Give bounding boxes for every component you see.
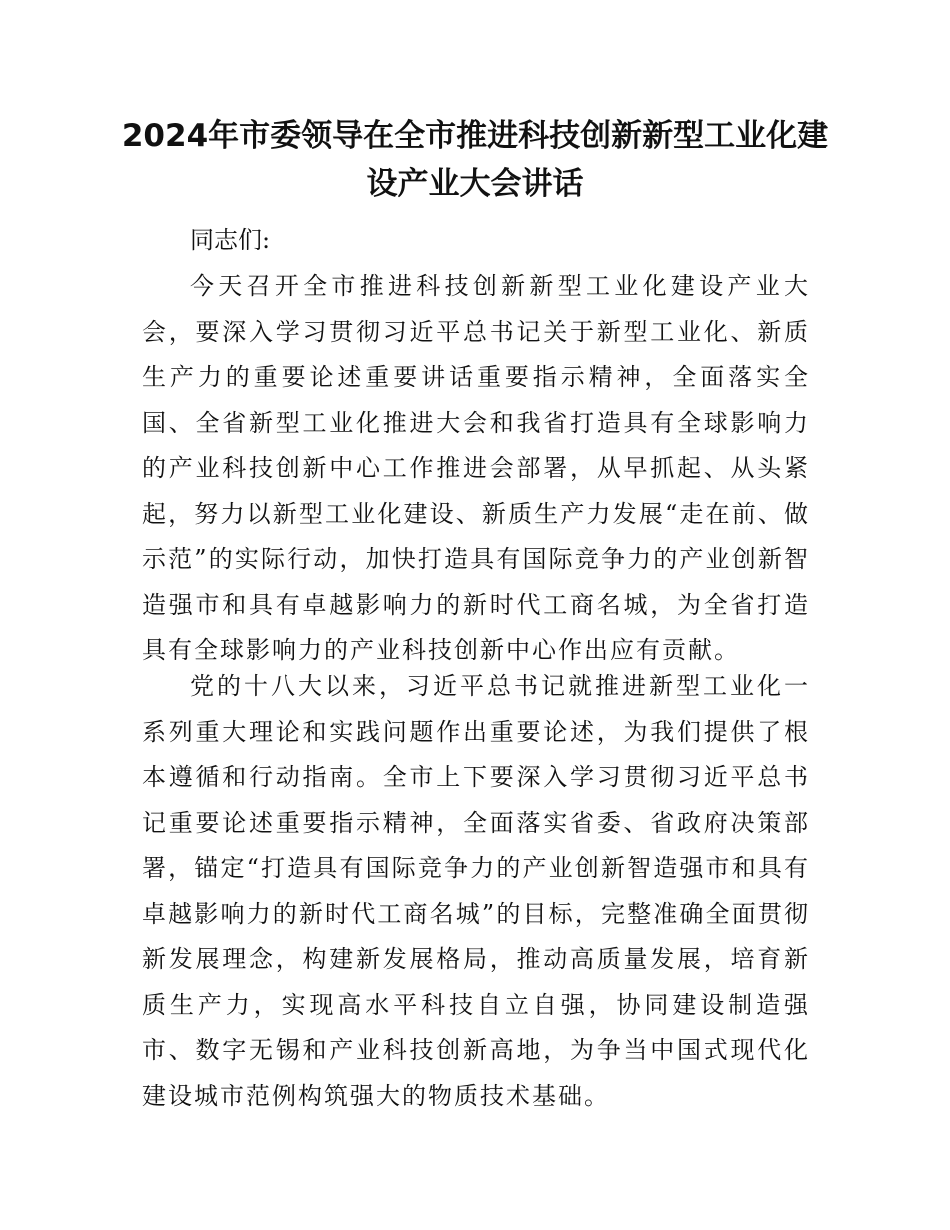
paragraph-2: 党的十八大以来，习近平总书记就推进新型工业化一系列重大理论和实践问题作出重要论述，为我们提供了根本遵循和行动指南。全市上下要深入学习贯彻习近平总书记重要论述重要指示精神，全面落实省委、省政府决策部署，锚定“打造具有国际竞争力的产业创新智造强市和具有卓越影响力的新时代工商名城”的目标，完整准确全面贯彻新发展理念，构建新发展格局，推动高质量发展，培育新质生产力，实现高水平科技自立自强，协同建设制造强市、数字无锡和产业科技创新高地，为争当中国式现代化建设城市范例构筑强大的物质技术基础。 bbox=[142, 672, 810, 1110]
document-title: 2024年市委领导在全市推进科技创新新型工业化建设产业大会讲话 bbox=[121, 118, 829, 202]
salutation: 同志们: bbox=[190, 226, 271, 254]
paragraph-1: 今天召开全市推进科技创新新型工业化建设产业大会，要深入学习贯彻习近平总书记关于新型工业化、新质生产力的重要论述重要讲话重要指示精神，全面落实全国、全省新型工业化推进大会和我省打造具有全球影响力的产业科技创新中心工作推进会部署，从早抓起、从头紧起，努力以新型工业化建设、新质生产力发展“走在前、做示范”的实际行动，加快打造具有国际竞争力的产业创新智造强市和具有卓越影响力的新时代工商名城，为全省打造具有全球影响力的产业科技创新中心作出应有贡献。 bbox=[142, 272, 810, 664]
